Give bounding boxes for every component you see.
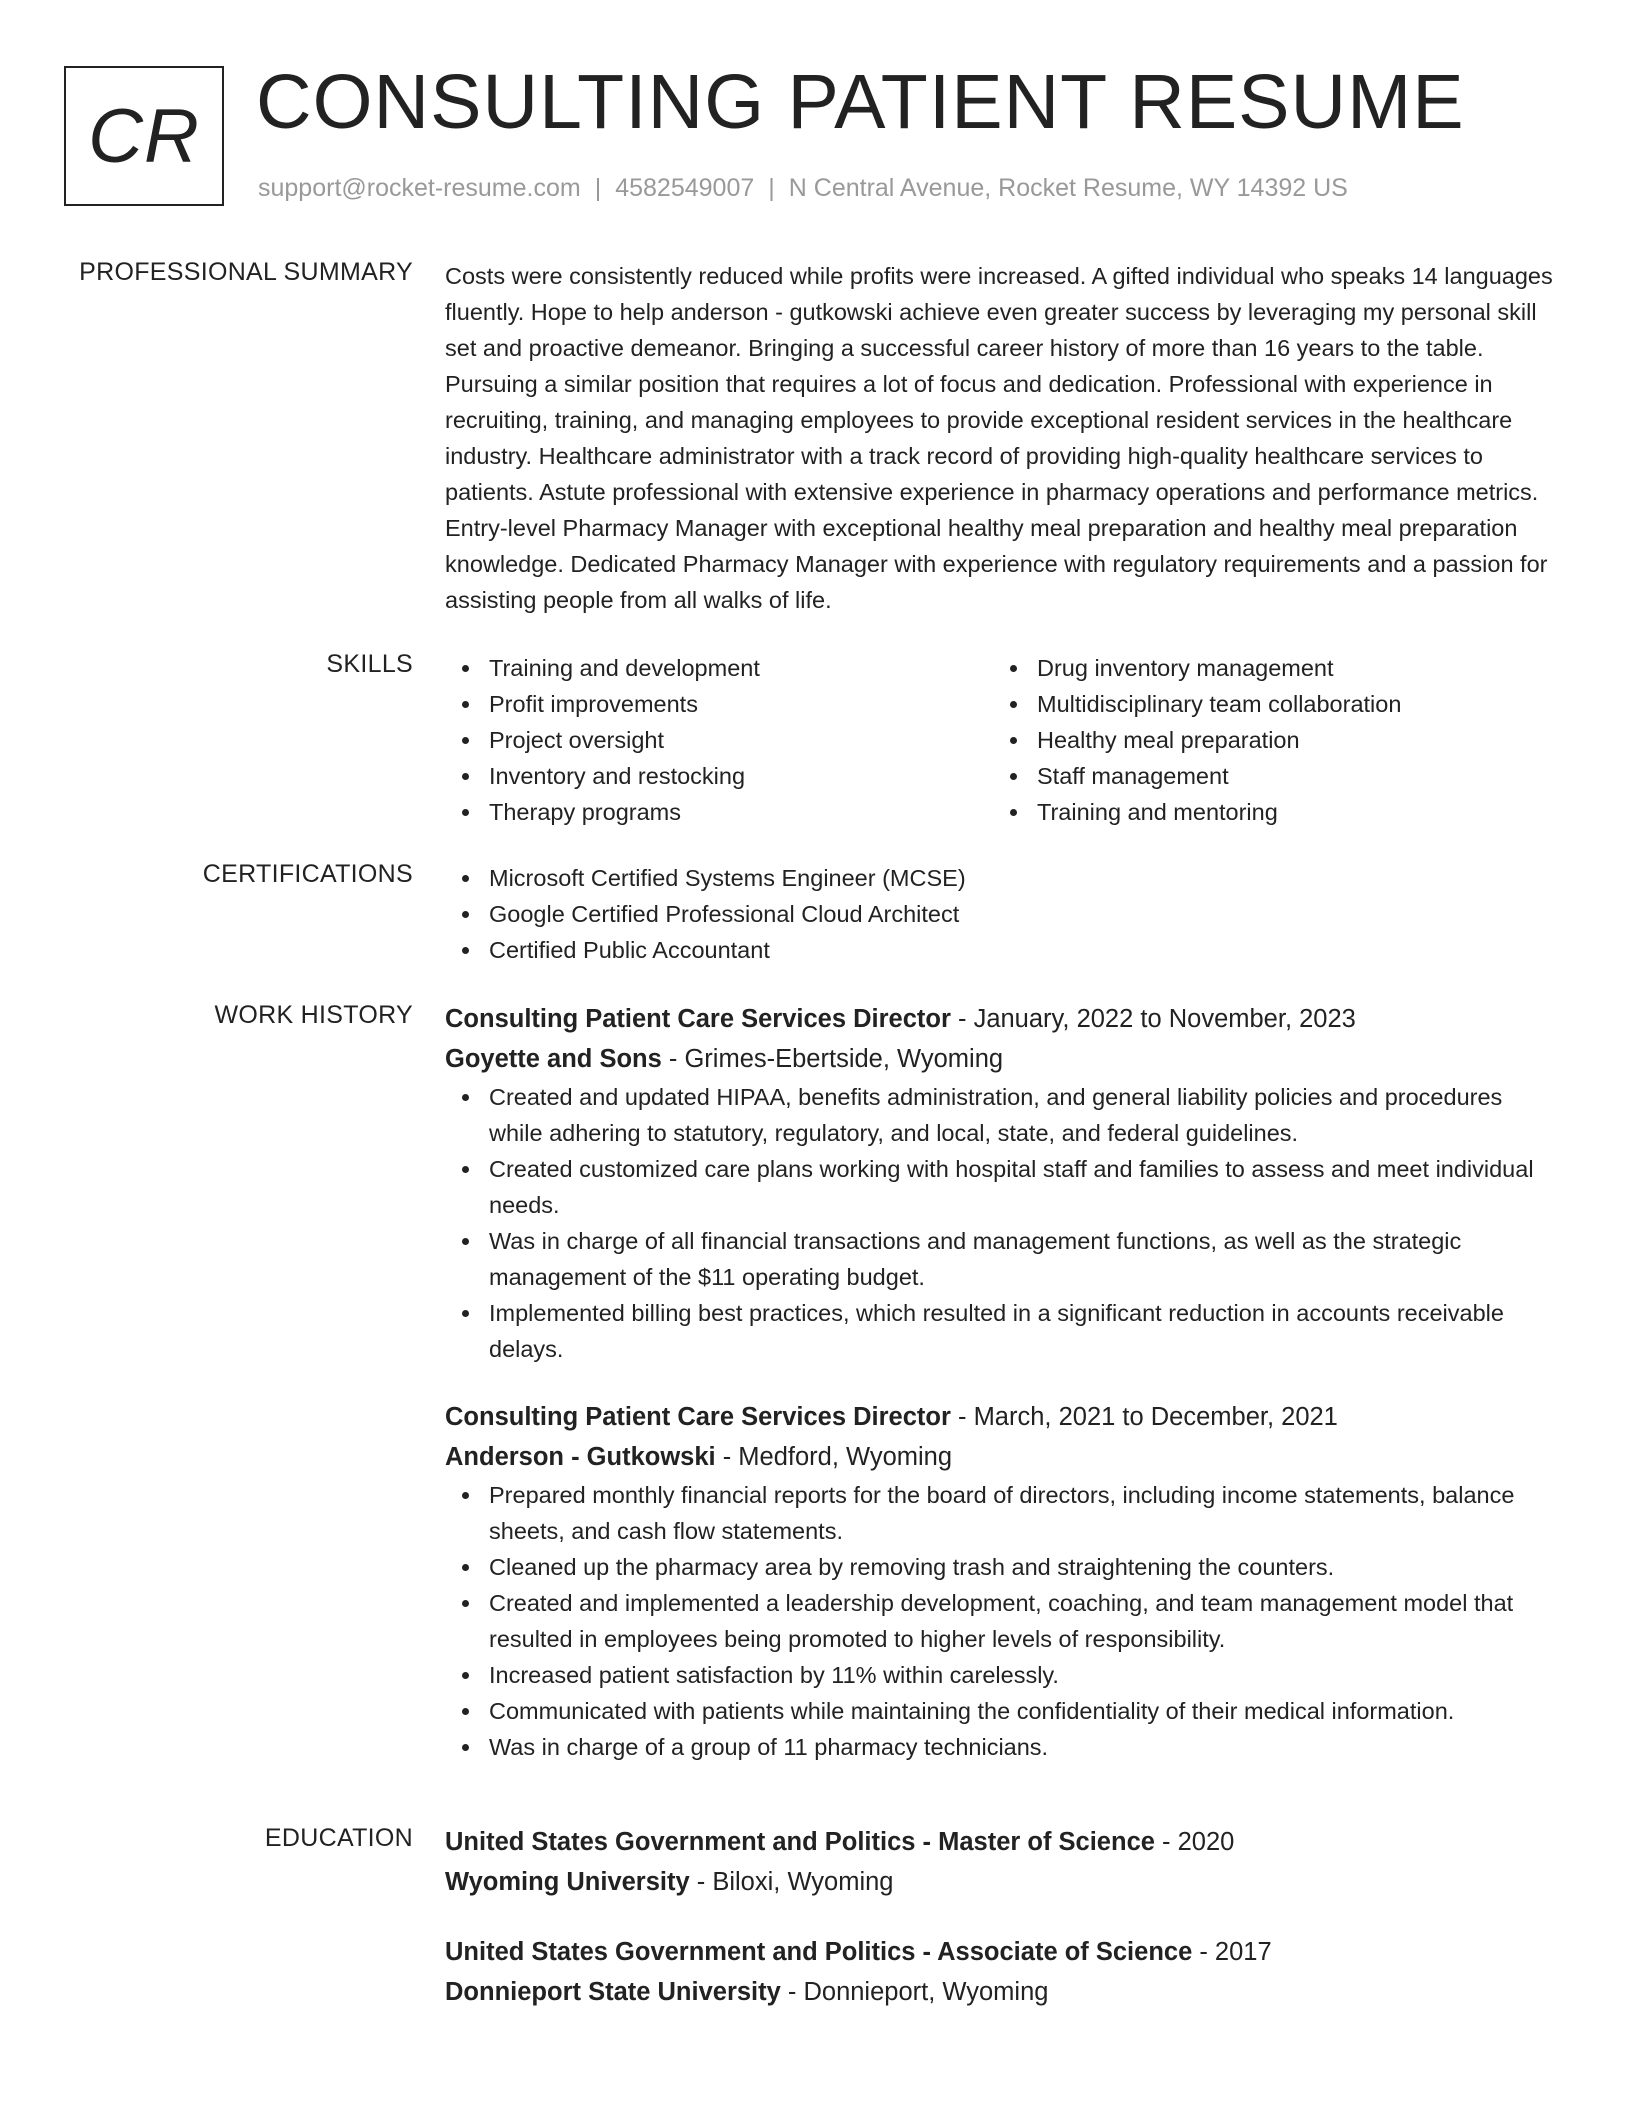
- education-body: [445, 1822, 1560, 2012]
- education-year: - 2017: [1192, 1938, 1272, 1966]
- list-item: Profit improvements: [445, 686, 993, 722]
- list-item: Training and development: [445, 650, 993, 686]
- list-item: Cleaned up the pharmacy area by removing trash and straightening the counters.: [445, 1549, 1560, 1585]
- list-item: Implemented billing best practices, which resulted in a significant reduction in accounts receivable delays.: [445, 1295, 1560, 1367]
- summary-text: Costs were consistently reduced while profits were increased. A gifted individual who speaks 14 languages fluently. Hope to help anderson - gutkowski achieve even greater success by leveraging my personal skill set and proactive demeanor. Bringing a successful career history of more than 16 years to the table. Pursuing a similar position that requires a lot of focus and dedication. Professional with experience in recruiting, training, and managing employees to provide exceptional resident services in the healthcare industry. Healthcare administrator with a track record of providing high-quality healthcare services to patients. Astute professional with extensive experience in pharmacy operations and performance metrics. Entry-level Pharmacy Manager with exceptional healthy meal preparation and healthy meal preparation knowledge. Dedicated Pharmacy Manager with experience with regulatory requirements and a passion for assisting people from all walks of life.: [445, 263, 1553, 613]
- list-item: Created customized care plans working with hospital staff and families to assess and meet individual needs.: [445, 1151, 1560, 1223]
- list-item: Certified Public Accountant: [445, 932, 1560, 968]
- job-bullets: [445, 1079, 1560, 1367]
- section-label-certifications: CERTIFICATIONS: [202, 860, 413, 888]
- job-title-line: [445, 999, 1560, 1039]
- list-item: Healthy meal preparation: [993, 722, 1541, 758]
- list-item: Communicated with patients while maintaining the confidentiality of their medical information.: [445, 1693, 1560, 1729]
- section-label-work-history: WORK HISTORY: [214, 1001, 413, 1029]
- job-title: Consulting Patient Care Services Director: [445, 1005, 951, 1033]
- list-item: Therapy programs: [445, 794, 993, 830]
- job-entry: [445, 999, 1560, 1367]
- work-history-body: [445, 999, 1560, 1765]
- education-degree-line: [445, 1822, 1560, 1862]
- education-entry: [445, 1932, 1560, 2012]
- job-company-line: [445, 1437, 1560, 1477]
- education-school: Donnieport State University: [445, 1978, 781, 2006]
- job-title: Consulting Patient Care Services Director: [445, 1403, 951, 1431]
- job-title-line: [445, 1397, 1560, 1437]
- job-location: - Grimes-Ebertside, Wyoming: [661, 1045, 1004, 1073]
- list-item: Staff management: [993, 758, 1541, 794]
- section-label-education: EDUCATION: [264, 1824, 413, 1852]
- job-entry: [445, 1397, 1560, 1765]
- education-school-line: [445, 1862, 1560, 1902]
- skills-list-left: [445, 650, 993, 830]
- contact-email[interactable]: support@rocket-resume.com: [258, 174, 581, 202]
- contact-separator: |: [768, 174, 775, 202]
- list-item: Multidisciplinary team collaboration: [993, 686, 1541, 722]
- list-item: Inventory and restocking: [445, 758, 993, 794]
- certifications-list: [445, 860, 1560, 968]
- list-item: Created and implemented a leadership development, coaching, and team management model that resulted in employees being promoted to higher levels of responsibility.: [445, 1585, 1560, 1657]
- list-item: Was in charge of all financial transactions and management functions, as well as the strategic management of the $11 operating budget.: [445, 1223, 1560, 1295]
- list-item: Prepared monthly financial reports for the board of directors, including income statements, balance sheets, and cash flow statements.: [445, 1477, 1560, 1549]
- list-item: Training and mentoring: [993, 794, 1541, 830]
- contact-line: [258, 174, 1348, 203]
- list-item: Project oversight: [445, 722, 993, 758]
- education-entry: [445, 1822, 1560, 1902]
- skills-body: [445, 650, 1560, 830]
- monogram-logo: CR: [64, 66, 224, 206]
- education-year: - 2020: [1154, 1828, 1235, 1856]
- job-bullets: [445, 1477, 1560, 1765]
- job-company: Goyette and Sons: [445, 1045, 662, 1073]
- section-label-skills: SKILLS: [326, 650, 413, 678]
- skills-grid: [445, 650, 1560, 830]
- job-company-line: [445, 1039, 1560, 1079]
- education-degree: United States Government and Politics - Master of Science: [445, 1828, 1155, 1856]
- education-degree: United States Government and Politics - Associate of Science: [445, 1938, 1193, 1966]
- education-degree-line: [445, 1932, 1560, 1972]
- list-item: Drug inventory management: [993, 650, 1541, 686]
- job-dates: - March, 2021 to December, 2021: [950, 1403, 1338, 1431]
- job-location: - Medford, Wyoming: [715, 1443, 953, 1471]
- education-school: Wyoming University: [445, 1868, 690, 1896]
- job-dates: - January, 2022 to November, 2023: [950, 1005, 1356, 1033]
- education-school-line: [445, 1972, 1560, 2012]
- list-item: Increased patient satisfaction by 11% within carelessly.: [445, 1657, 1560, 1693]
- certifications-body: [445, 860, 1560, 968]
- skills-list-right: [993, 650, 1541, 830]
- contact-address: N Central Avenue, Rocket Resume, WY 14392 US: [788, 174, 1348, 202]
- list-item: Was in charge of a group of 11 pharmacy technicians.: [445, 1729, 1560, 1765]
- section-label-summary: PROFESSIONAL SUMMARY: [79, 258, 413, 286]
- list-item: Microsoft Certified Systems Engineer (MCSE): [445, 860, 1560, 896]
- contact-separator: |: [594, 174, 602, 202]
- job-company: Anderson - Gutkowski: [445, 1443, 716, 1471]
- list-item: Created and updated HIPAA, benefits administration, and general liability policies and procedures while adhering to statutory, regulatory, and local, state, and federal guidelines.: [445, 1079, 1560, 1151]
- education-location: - Biloxi, Wyoming: [689, 1868, 894, 1896]
- list-item: Google Certified Professional Cloud Architect: [445, 896, 1560, 932]
- education-location: - Donnieport, Wyoming: [780, 1978, 1049, 2006]
- resume-title: CONSULTING PATIENT RESUME: [256, 59, 1465, 145]
- contact-phone[interactable]: 4582549007: [615, 174, 755, 202]
